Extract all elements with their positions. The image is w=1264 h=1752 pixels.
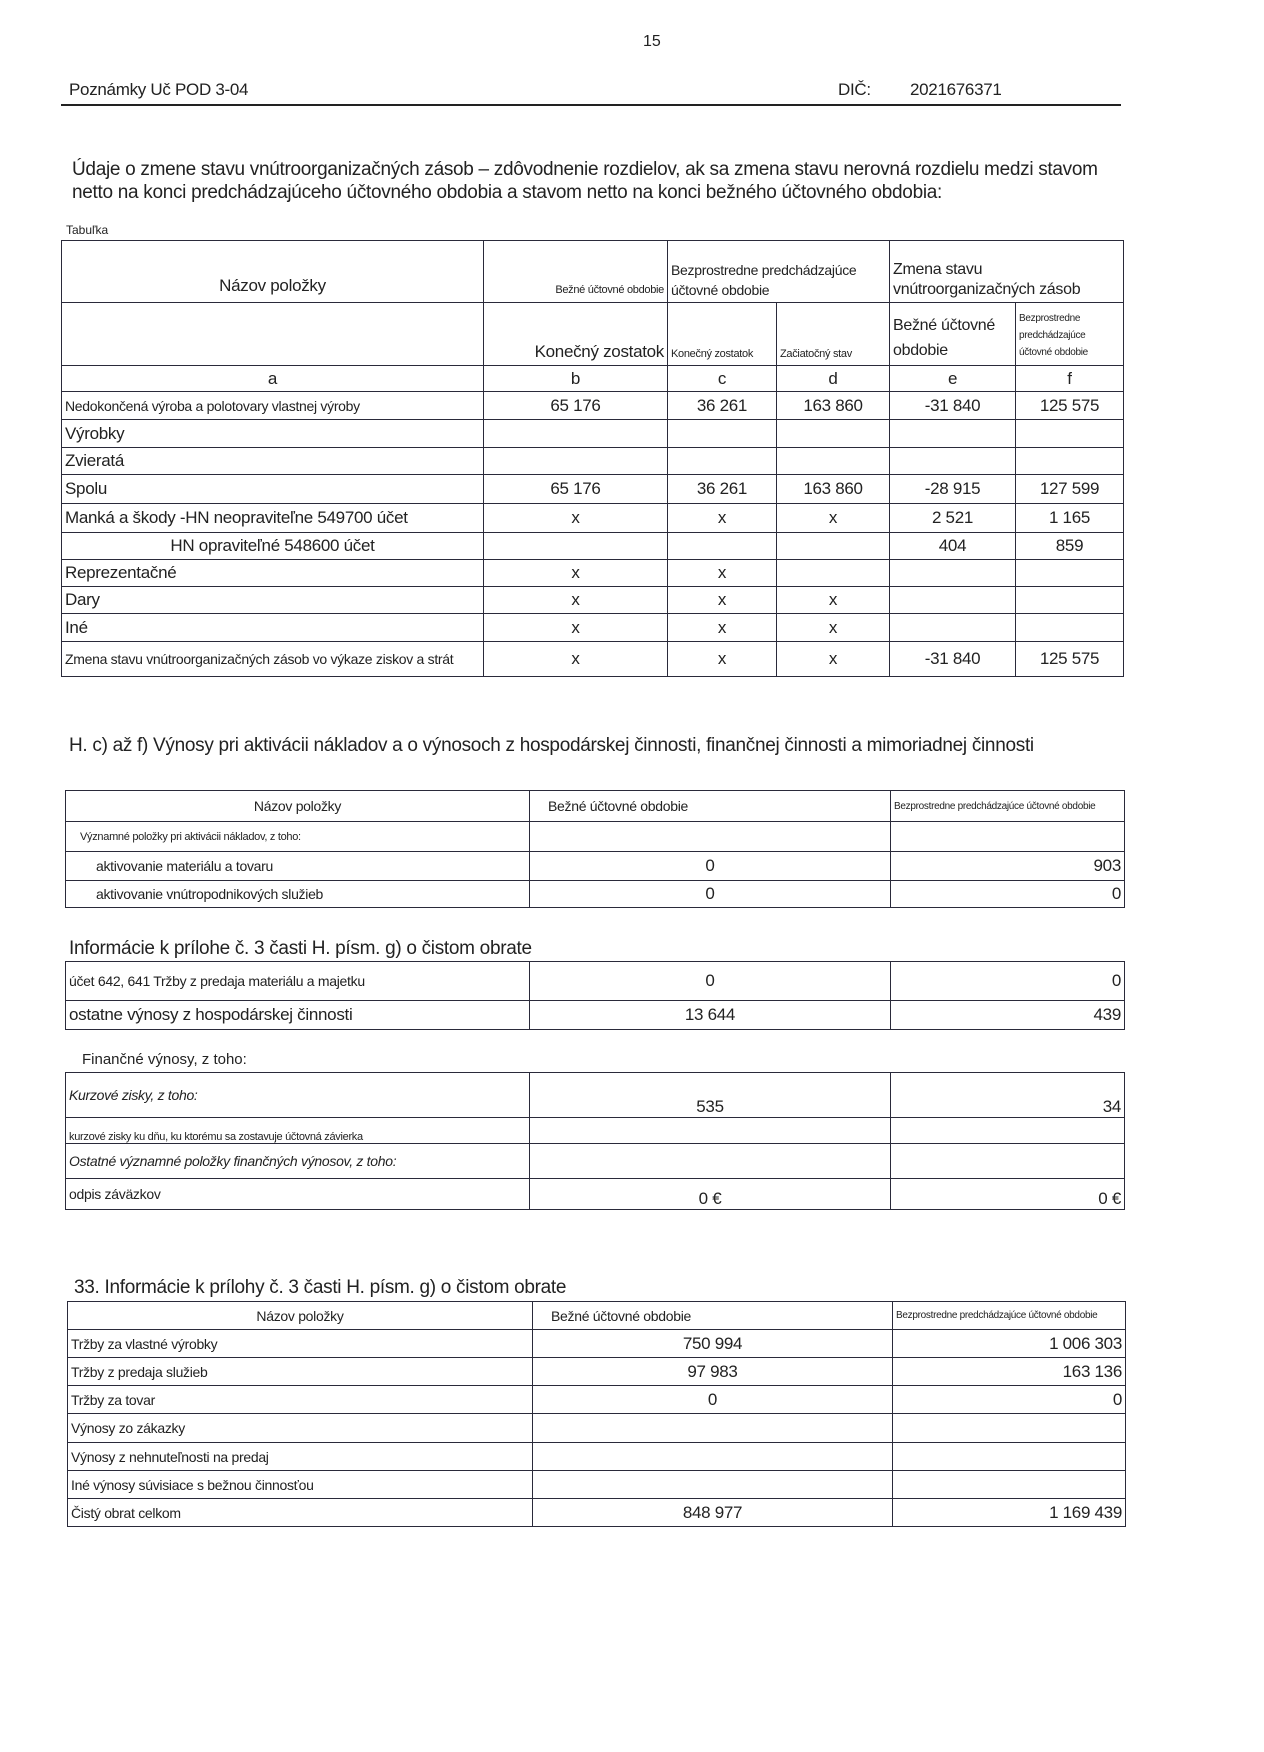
cell-value: 65 176 [484, 475, 668, 504]
cell-value: 34 [891, 1073, 1125, 1118]
cell-value [1016, 614, 1124, 642]
cell-value: x [484, 614, 668, 642]
section-heading-h: H. c) až f) Výnosy pri aktivácii nákladov a o výnosoch z hospodárskej činnosti, finančnej činnosti a mimoriadnej činnosti [69, 735, 1034, 756]
cell-value: x [484, 642, 668, 677]
cell-value: x [484, 560, 668, 587]
row-label: Manká a škody -HN neopraviteľne 549700 účet [62, 504, 484, 533]
cell-value: x [484, 504, 668, 533]
header-change: Zmena stavu vnútroorganizačných zásob [890, 241, 1124, 303]
cell-value: -31 840 [890, 392, 1016, 420]
cell-value: 97 983 [533, 1358, 893, 1386]
cell-value: -31 840 [890, 642, 1016, 677]
cell-value: 13 644 [530, 1001, 891, 1030]
cell-value: 859 [1016, 533, 1124, 560]
cell-value [484, 533, 668, 560]
section-heading-33: 33. Informácie k prílohy č. 3 časti H. písm. g) o čistom obrate [74, 1277, 567, 1298]
cell-value [893, 1414, 1126, 1443]
row-label: Iné výnosy súvisiace s bežnou činnosťou [68, 1471, 533, 1499]
table-row [66, 822, 1125, 852]
row-label: ostatne výnosy z hospodárskej činnosti [66, 1001, 530, 1030]
table-row [68, 1386, 1126, 1414]
row-label: Výnosy z nehnuteľnosti na predaj [68, 1443, 533, 1471]
net-turnover-info-table [65, 961, 1125, 1030]
header-previous: Bezprostredne predchádzajúce účtovné obdobie [668, 241, 890, 303]
row-label: Iné [62, 614, 484, 642]
net-turnover-table [67, 1301, 1126, 1527]
row-label: Výrobky [62, 420, 484, 448]
table-row [62, 420, 1124, 448]
column-header: Názov položky [66, 791, 530, 822]
section-heading-info: Informácie k prílohe č. 3 časti H. písm. g) o čistom obrate [69, 938, 532, 959]
financial-revenue-table [65, 1072, 1125, 1210]
cell-value: 404 [890, 533, 1016, 560]
row-label: Kurzové zisky, z toho: [66, 1073, 530, 1118]
column-letter: d [777, 366, 890, 392]
financial-revenue-label: Finančné výnosy, z toho: [82, 1051, 247, 1068]
table-row [66, 1118, 1125, 1144]
table-row [66, 1001, 1125, 1030]
header-row [68, 1302, 1126, 1330]
header-divider [61, 104, 1121, 106]
header-c: Konečný zostatok [668, 303, 777, 366]
column-letter: b [484, 366, 668, 392]
table-row [68, 1499, 1126, 1527]
row-label: účet 642, 641 Tržby z predaja materiálu a majetku [66, 962, 530, 1001]
cell-value: 848 977 [533, 1499, 893, 1527]
cell-value: 535 [530, 1073, 891, 1118]
table-row [62, 642, 1124, 677]
cell-value [893, 1443, 1126, 1471]
activation-revenue-table [65, 790, 1125, 908]
cell-value: 0 [530, 962, 891, 1001]
header-row [66, 791, 1125, 822]
cell-value: 0 [530, 852, 891, 881]
column-letter: c [668, 366, 777, 392]
row-label: aktivovanie vnútropodnikových služieb [66, 881, 530, 908]
dic-value: 2021676371 [910, 80, 1002, 99]
column-header: Bezprostredne predchádzajúce účtovné obdobie [893, 1302, 1126, 1330]
header-empty [62, 303, 484, 366]
cell-value: 163 860 [777, 475, 890, 504]
cell-value: x [777, 614, 890, 642]
column-letter: f [1016, 366, 1124, 392]
table-row [62, 504, 1124, 533]
cell-value: 125 575 [1016, 392, 1124, 420]
header-name: Názov položky [62, 241, 484, 303]
cell-value: 1 165 [1016, 504, 1124, 533]
cell-value [890, 560, 1016, 587]
header-f: Bezprostredne predchádzajúce účtovné obdobie [1016, 303, 1124, 366]
table-row [66, 962, 1125, 1001]
row-label: Zvieratá [62, 448, 484, 475]
column-header: Bežné účtovné obdobie [533, 1302, 893, 1330]
row-label: Čistý obrat celkom [68, 1499, 533, 1527]
table-row [66, 852, 1125, 881]
cell-value: 903 [891, 852, 1125, 881]
document-title: Poznámky Uč POD 3-04 [69, 80, 249, 99]
cell-value [533, 1414, 893, 1443]
cell-value [1016, 587, 1124, 614]
cell-value [668, 448, 777, 475]
cell-value [777, 448, 890, 475]
cell-value [890, 448, 1016, 475]
cell-value: 0 [891, 881, 1125, 908]
cell-value [533, 1471, 893, 1499]
cell-value: 1 169 439 [893, 1499, 1126, 1527]
table-row [62, 475, 1124, 504]
table-caption: Tabuľka [66, 223, 109, 237]
intro-paragraph: Údaje o zmene stavu vnútroorganizačných zásob – zdôvodnenie rozdielov, ak sa zmena stavu nerovná rozdielu medzi stavom netto na konci predchádzajúceho účtovného obdobia a stavom netto na konci bežného účtovného obdobia: [72, 159, 1098, 203]
cell-value: 2 521 [890, 504, 1016, 533]
column-header: Bezprostredne predchádzajúce účtovné obdobie [891, 791, 1125, 822]
table-row [66, 1179, 1125, 1210]
cell-value: -28 915 [890, 475, 1016, 504]
cell-value: 0 € [530, 1179, 891, 1210]
cell-value: x [668, 560, 777, 587]
cell-value: x [777, 587, 890, 614]
cell-value [530, 1144, 891, 1179]
cell-value [668, 533, 777, 560]
cell-value: 163 136 [893, 1358, 1126, 1386]
row-label: Nedokončená výroba a polotovary vlastnej výroby [62, 392, 484, 420]
cell-value: 163 860 [777, 392, 890, 420]
row-label: Významné položky pri aktivácii nákladov, z toho: [66, 822, 530, 852]
row-label: odpis záväzkov [66, 1179, 530, 1210]
cell-value: x [777, 504, 890, 533]
cell-value [484, 420, 668, 448]
table-row [62, 533, 1124, 560]
table-row [66, 1073, 1125, 1118]
cell-value [777, 420, 890, 448]
table-row [62, 392, 1124, 420]
cell-value: 36 261 [668, 475, 777, 504]
table-row [62, 614, 1124, 642]
cell-value [893, 1471, 1126, 1499]
cell-value: 0 [530, 881, 891, 908]
table-row [68, 1471, 1126, 1499]
cell-value [484, 448, 668, 475]
table-row [62, 587, 1124, 614]
cell-value [890, 614, 1016, 642]
cell-value [533, 1443, 893, 1471]
row-label: Výnosy zo zákazky [68, 1414, 533, 1443]
header-d: Začiatočný stav [777, 303, 890, 366]
row-label: Ostatné významné položky finančných výnosov, z toho: [66, 1144, 530, 1179]
cell-value: 0 [893, 1386, 1126, 1414]
header-current: Bežné účtovné obdobie [484, 241, 668, 303]
row-label: Spolu [62, 475, 484, 504]
cell-value [1016, 448, 1124, 475]
cell-value [1016, 560, 1124, 587]
table-row [68, 1358, 1126, 1386]
table-row [62, 560, 1124, 587]
table-row [66, 881, 1125, 908]
inventory-change-table [61, 240, 1124, 677]
table-row [66, 1144, 1125, 1179]
row-label: Tržby za tovar [68, 1386, 533, 1414]
column-letter: a [62, 366, 484, 392]
cell-value [891, 1144, 1125, 1179]
dic-label: DIČ: [838, 80, 871, 99]
cell-value [668, 420, 777, 448]
table-row [68, 1330, 1126, 1358]
cell-value: 0 [533, 1386, 893, 1414]
column-header: Názov položky [68, 1302, 533, 1330]
cell-value: 65 176 [484, 392, 668, 420]
row-label: aktivovanie materiálu a tovaru [66, 852, 530, 881]
cell-value [530, 822, 891, 852]
cell-value: x [668, 587, 777, 614]
cell-value: x [668, 642, 777, 677]
cell-value: 1 006 303 [893, 1330, 1126, 1358]
cell-value: x [668, 614, 777, 642]
row-label: Zmena stavu vnútroorganizačných zásob vo výkaze ziskov a strát [62, 642, 484, 677]
row-label: Reprezentačné [62, 560, 484, 587]
cell-value: 125 575 [1016, 642, 1124, 677]
row-label: Tržby za vlastné výrobky [68, 1330, 533, 1358]
cell-value: x [777, 642, 890, 677]
cell-value [890, 420, 1016, 448]
cell-value [890, 587, 1016, 614]
cell-value: 36 261 [668, 392, 777, 420]
cell-value [1016, 420, 1124, 448]
row-label: kurzové zisky ku dňu, ku ktorému sa zostavuje účtovná závierka [66, 1118, 530, 1144]
table-row [62, 448, 1124, 475]
cell-value: 0 € [891, 1179, 1125, 1210]
table-row [68, 1443, 1126, 1471]
table-row [68, 1414, 1126, 1443]
cell-value [777, 533, 890, 560]
cell-value: 0 [891, 962, 1125, 1001]
column-letter: e [890, 366, 1016, 392]
row-label: Tržby z predaja služieb [68, 1358, 533, 1386]
cell-value: 439 [891, 1001, 1125, 1030]
cell-value: x [668, 504, 777, 533]
cell-value [530, 1118, 891, 1144]
cell-value [777, 560, 890, 587]
cell-value [891, 1118, 1125, 1144]
header-e: Bežné účtovné obdobie [890, 303, 1016, 366]
cell-value: 750 994 [533, 1330, 893, 1358]
row-label: HN opraviteľné 548600 účet [62, 533, 484, 560]
cell-value [891, 822, 1125, 852]
header-b: Konečný zostatok [484, 303, 668, 366]
cell-value: x [484, 587, 668, 614]
page-number: 15 [643, 33, 661, 50]
cell-value: 127 599 [1016, 475, 1124, 504]
column-header: Bežné účtovné obdobie [530, 791, 891, 822]
row-label: Dary [62, 587, 484, 614]
